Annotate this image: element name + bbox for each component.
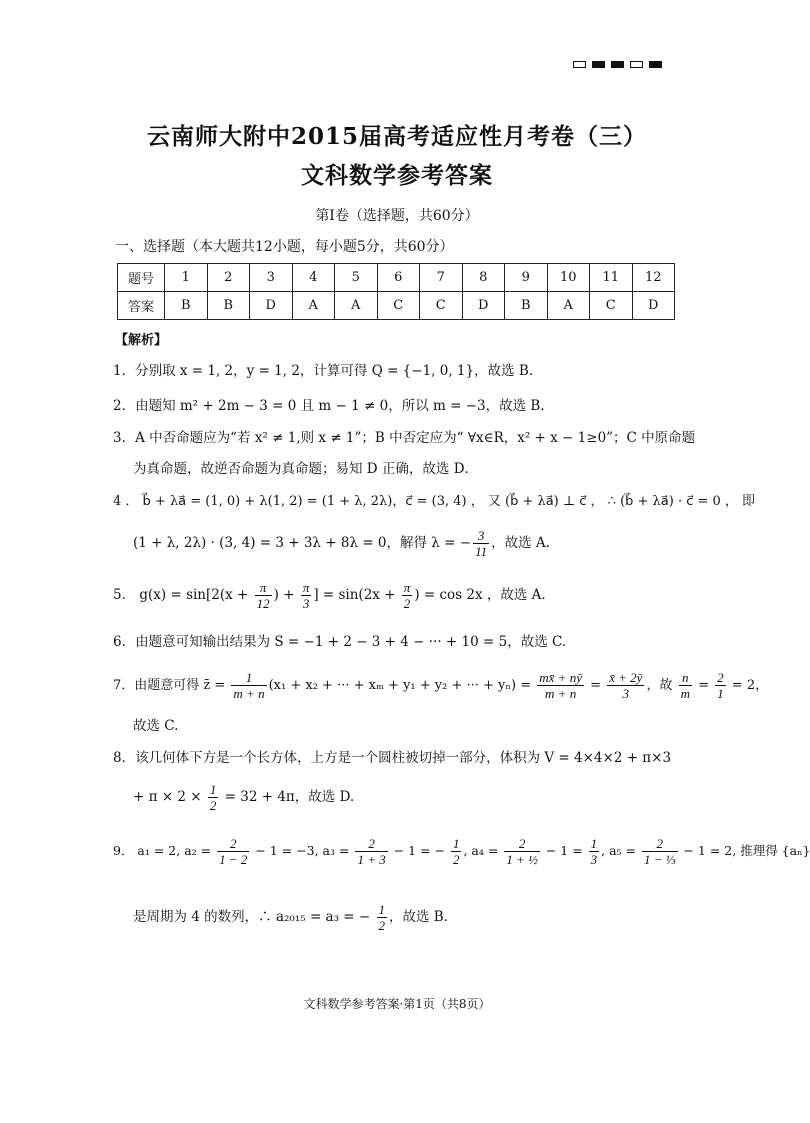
text-run: 5． g(x) = sin[2(x + xyxy=(113,587,253,603)
fraction xyxy=(231,670,266,701)
solution-9-line1 xyxy=(113,836,810,867)
text-run: , a₄ = xyxy=(463,843,503,858)
fraction xyxy=(589,836,600,867)
fraction xyxy=(255,580,272,611)
denominator: 11 xyxy=(475,544,488,559)
answer-cell: B xyxy=(165,292,208,320)
denominator: 2 xyxy=(403,596,411,611)
text-run: (x₁ + x₂ + ··· + xₘ + y₁ + y₂ + ··· + yₙ) = xyxy=(268,678,536,693)
solution-6: 6．由题意可知输出结果为 S = −1 + 2 − 3 + 4 − ··· + 10 = 5，故选 C. xyxy=(113,634,567,650)
numerator: 1 xyxy=(452,836,460,851)
fraction xyxy=(208,782,219,813)
table-row-numbers xyxy=(118,264,675,292)
numerator: 2 xyxy=(642,836,678,852)
solution-8-line1: 8．该几何体下方是一个长方体，上方是一个圆柱被切掉一部分，体积为 V = 4×4×2 + π×3 xyxy=(113,750,672,766)
numerator: π xyxy=(403,580,411,595)
solution-9-line2 xyxy=(133,902,457,933)
numerator: π xyxy=(255,580,272,596)
denominator: 2 xyxy=(378,918,386,933)
text-run: ，故选 A. xyxy=(491,535,550,551)
fraction xyxy=(715,670,726,701)
answer-cell: A xyxy=(292,292,335,320)
numerator: 2 xyxy=(217,836,249,852)
mark-filled xyxy=(592,61,605,68)
text-run: − 1 = xyxy=(541,843,587,858)
solution-4-line2 xyxy=(133,528,550,559)
text-run: ，故 xyxy=(646,678,677,693)
text-run: , a₅ = xyxy=(601,843,640,858)
text-run: (1 + λ, 2λ) · (3, 4) = 3 + 3λ + 8λ = 0，解得 λ = − xyxy=(133,535,472,551)
table-row-answers xyxy=(118,292,675,320)
text-run: ) = cos 2x ，故选 A. xyxy=(414,587,546,603)
fraction xyxy=(504,836,540,867)
answer-cell: D xyxy=(632,292,675,320)
solution-3-line1: 3．A 中否命题应为“若 x² ≠ 1,则 x ≠ 1”；B 中否定应为“ ∀x∈R，x² + x − 1≥0”；C 中原命题 xyxy=(113,430,696,446)
question-number: 2 xyxy=(207,264,250,292)
answer-table xyxy=(117,263,675,320)
text-run: 是周期为 4 的数列，∴ a₂₀₁₅ = a₃ = − xyxy=(133,909,375,925)
numerator: 1 xyxy=(590,836,598,851)
text-run: = xyxy=(585,678,606,693)
question-number: 12 xyxy=(632,264,675,292)
solution-3-line2: 为真命题，故逆否命题为真命题；易知 D 正确，故选 D． xyxy=(133,461,479,477)
answer-cell: C xyxy=(590,292,633,320)
text-run: ，故选 B． xyxy=(389,909,458,925)
text-run: = 2， xyxy=(727,678,769,693)
numerator: n xyxy=(679,670,692,686)
text-run: 9． a₁ = 2, a₂ = xyxy=(113,843,216,858)
answer-cell: C xyxy=(377,292,420,320)
numerator: mx̄ + nȳ xyxy=(539,670,582,685)
numerator: 2 xyxy=(717,670,724,685)
fraction xyxy=(679,670,692,701)
question-number: 9 xyxy=(505,264,548,292)
page-subtitle: 文科数学参考答案 xyxy=(301,162,493,189)
row-label: 题号 xyxy=(118,264,165,292)
mark-hollow xyxy=(630,61,643,68)
solution-4-line1: 4 ． b⃗ + λa⃗ = (1, 0) + λ(1, 2) = (1 + λ, 2λ)，c⃗ = (3, 4) ， 又 (b⃗ + λa⃗) ⊥ c⃗ ， ∴ (b⃗ + λa⃗) · c⃗ = 0 ， 即 xyxy=(113,494,756,509)
fraction xyxy=(402,580,413,611)
denominator: 1 xyxy=(717,686,724,701)
question-number: 6 xyxy=(377,264,420,292)
corner-marks xyxy=(573,61,662,68)
answer-cell: A xyxy=(335,292,378,320)
numerator: π xyxy=(302,580,310,595)
analysis-label: 【解析】 xyxy=(115,333,168,348)
text-run: ) + xyxy=(273,587,299,603)
text-run: − 1 = 2, 推理得 {aₙ} xyxy=(679,843,810,858)
answer-cell: A xyxy=(547,292,590,320)
text-run: − 1 = − xyxy=(389,843,449,858)
fraction xyxy=(537,670,584,701)
solution-7 xyxy=(113,670,768,701)
page-title: 云南师大附中2015届高考适应性月考卷（三） xyxy=(146,123,647,150)
question-number: 11 xyxy=(590,264,633,292)
fraction xyxy=(301,580,312,611)
denominator: 1 − ⅓ xyxy=(643,852,676,867)
numerator: 3 xyxy=(473,528,489,544)
denominator: 3 xyxy=(590,852,598,867)
denominator: m xyxy=(680,686,690,701)
question-number: 3 xyxy=(250,264,293,292)
mark-filled xyxy=(611,61,624,68)
numerator: 1 xyxy=(378,902,386,917)
denominator: 2 xyxy=(209,798,217,813)
fraction xyxy=(607,670,644,701)
denominator: 3 xyxy=(622,686,630,701)
denominator: 1 + 3 xyxy=(357,852,386,867)
numerator: 2 xyxy=(355,836,387,852)
answer-cell: B xyxy=(505,292,548,320)
question-number: 7 xyxy=(420,264,463,292)
fraction xyxy=(217,836,249,867)
solution-5 xyxy=(113,580,546,611)
part-heading: 第Ⅰ卷（选择题，共60分） xyxy=(315,208,479,224)
question-number: 4 xyxy=(292,264,335,292)
denominator: 1 + ½ xyxy=(506,852,538,867)
fraction xyxy=(355,836,387,867)
numerator: 1 xyxy=(209,782,217,797)
answer-cell: C xyxy=(420,292,463,320)
denominator: m + n xyxy=(545,686,577,701)
numerator: x̄ + 2ȳ xyxy=(609,670,643,685)
answer-cell: D xyxy=(250,292,293,320)
text-run: + π × 2 × xyxy=(133,789,206,805)
denominator: 12 xyxy=(256,596,270,611)
numerator: 2 xyxy=(504,836,540,852)
denominator: m + n xyxy=(233,686,265,701)
row-label: 答案 xyxy=(118,292,165,320)
text-run: = 32 + 4π，故选 D. xyxy=(220,789,355,805)
text-run: 7．由题意可得 z̄ = xyxy=(113,678,230,693)
question-number: 1 xyxy=(165,264,208,292)
denominator: 2 xyxy=(452,852,460,867)
solution-1: 1．分别取 x = 1, 2，y = 1, 2，计算可得 Q = {−1, 0, 1}，故选 B. xyxy=(113,363,534,379)
fraction xyxy=(473,528,489,559)
question-number: 5 xyxy=(335,264,378,292)
mark-filled xyxy=(649,61,662,68)
solution-8-line2 xyxy=(133,782,354,813)
fraction xyxy=(451,836,462,867)
section-heading: 一、选择题（本大题共12小题，每小题5分，共60分） xyxy=(115,239,454,255)
answer-cell: B xyxy=(207,292,250,320)
denominator: 1 − 2 xyxy=(219,852,248,867)
question-number: 10 xyxy=(547,264,590,292)
fraction xyxy=(377,902,388,933)
mark-hollow xyxy=(573,61,586,68)
question-number: 8 xyxy=(462,264,505,292)
page-footer: 文科数学参考答案·第1页（共8页） xyxy=(303,997,491,1011)
text-run: ] = sin(2x + xyxy=(313,587,400,603)
solution-7-line2: 故选 C. xyxy=(133,718,179,734)
text-run: − 1 = −3, a₃ = xyxy=(251,843,354,858)
denominator: 3 xyxy=(302,596,310,611)
fraction xyxy=(642,836,678,867)
solution-2: 2．由题知 m² + 2m − 3 = 0 且 m − 1 ≠ 0，所以 m = −3，故选 B. xyxy=(113,398,545,414)
numerator: 1 xyxy=(231,670,266,686)
answer-cell: D xyxy=(462,292,505,320)
text-run: = xyxy=(693,678,714,693)
